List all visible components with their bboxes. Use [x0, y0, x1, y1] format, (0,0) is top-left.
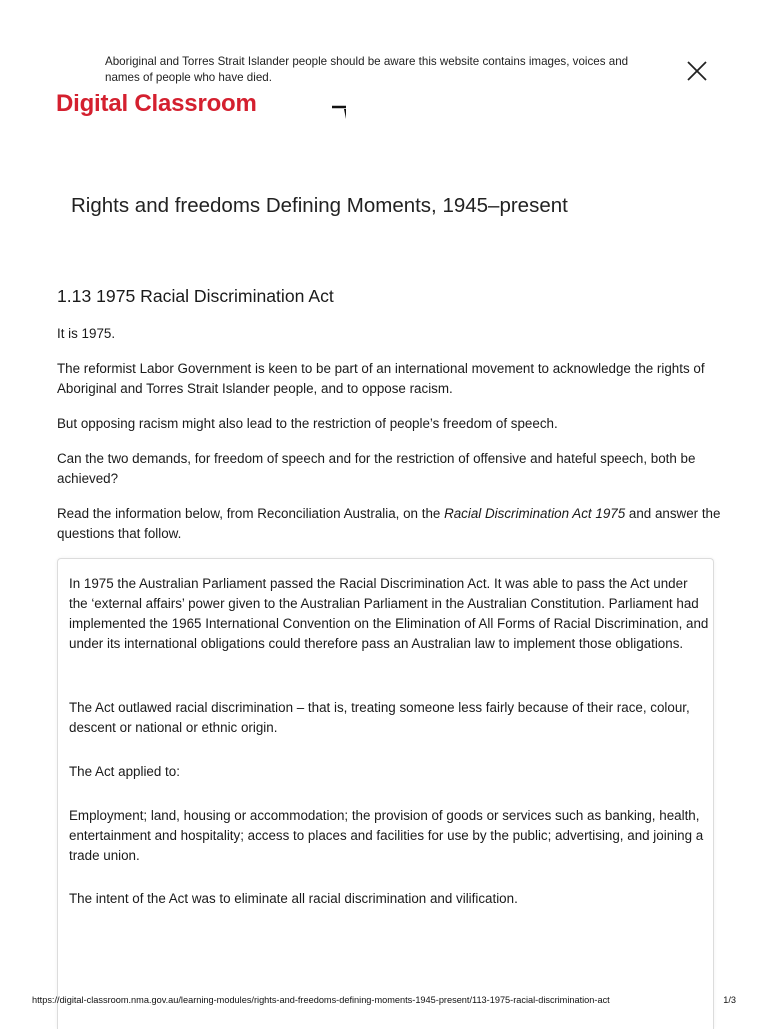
quote-paragraph: The Act applied to:	[69, 764, 180, 779]
quote-paragraph: In 1975 the Australian Parliament passed the Racial Discrimination Act. It was able to pass the Act under the ‘external affairs’ power given to the Australian Parliament in the Australian Constitution. Parliament had implemented the 1965 International Convention on the Elimination of All Forms of Racial Discrimination, and under its international obligations could therefore pass an Australian law to implement those obligations.	[69, 576, 709, 651]
close-notice-button[interactable]	[684, 59, 710, 83]
page-number: 1/3	[723, 995, 736, 1005]
quote-paragraph: Employment; land, housing or accommodation; the provision of goods or services such as banking, health, entertainment and hospitality; access to places and facilities for use by the public; advertising, and joining a trade union.	[69, 808, 704, 863]
logo-text: Digital Classroom	[56, 94, 257, 117]
act-title-italic: Racial Discrimination Act 1975	[444, 506, 626, 521]
module-title: Rights and freedoms Defining Moments, 1945–present	[71, 194, 568, 217]
close-x-icon	[684, 59, 710, 83]
intro-paragraph: The reformist Labor Government is keen to be part of an international movement to acknowledge the rights of Aboriginal and Torres Strait Islander people, and to oppose racism.	[57, 361, 705, 396]
quote-paragraph: The Act outlawed racial discrimination – that is, treating someone less fairly because of their race, colour, descent or national or ethnic origin.	[69, 700, 690, 735]
instruction-paragraph	[57, 504, 727, 544]
intro-paragraph: It is 1975.	[57, 326, 116, 341]
page-url: https://digital-classroom.nma.gov.au/learning-modules/rights-and-freedoms-defining-moments-1945-present/113-1975-racial-discrimination-act	[32, 995, 610, 1005]
quote-paragraph: The intent of the Act was to eliminate all racial discrimination and vilification.	[69, 891, 518, 906]
source-quote-box	[57, 558, 714, 1029]
intro-paragraph: But opposing racism might also lead to the restriction of people’s freedom of speech.	[57, 416, 558, 431]
site-logo[interactable]	[56, 94, 346, 128]
instruction-text: Read the information below, from Reconciliation Australia, on the	[57, 506, 445, 521]
cultural-warning-notice: Aboriginal and Torres Strait Islander people should be aware this website contains images, voices and names of people who have died.	[105, 55, 629, 84]
logo-mark-icon	[332, 102, 346, 126]
instruction-text: and answer the questions that follow.	[57, 506, 721, 541]
section-title: 1.13 1975 Racial Discrimination Act	[57, 286, 334, 306]
intro-paragraph: Can the two demands, for freedom of speech and for the restriction of offensive and hateful speech, both be achieved?	[57, 451, 696, 486]
